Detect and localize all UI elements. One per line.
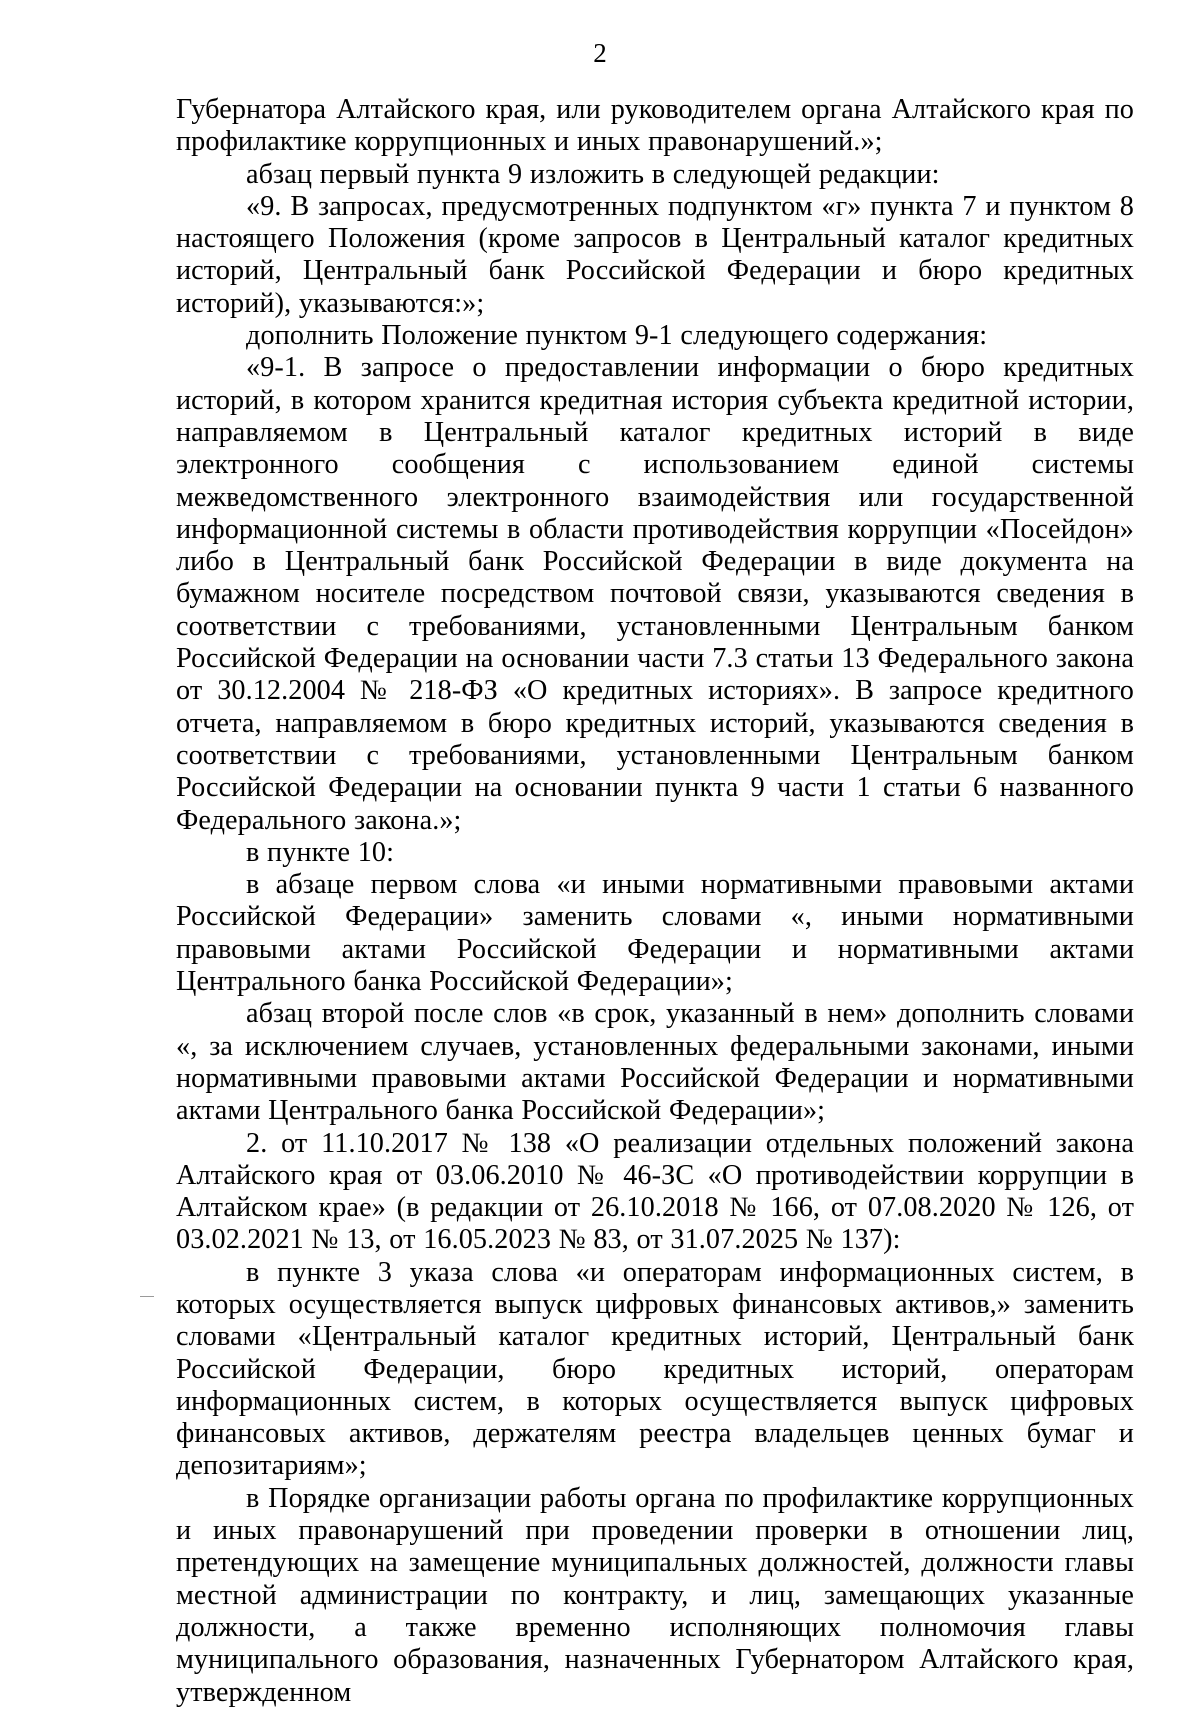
page-number: 2 bbox=[593, 38, 607, 68]
paragraph: «9. В запросах, предусмотренных подпунктом «г» пункта 7 и пунктом 8 настоящего Положения (кроме запросов в Центральный каталог кредитных историй, Центральный банк Российской Федерации и бюро кредитных историй), указываются:»; bbox=[176, 190, 1134, 319]
paragraph: в пункте 3 указа слова «и операторам информационных систем, в которых осуществляется выпуск цифровых финансовых активов,» заменить словами «Центральный каталог кредитных историй, Центральный банк Российской Федерации, бюро кредитных историй, операторам информационных систем, в которых осуществляется выпуск цифровых финансовых активов, держателям реестра владельцев ценных бумаг и депозитариям»; bbox=[176, 1256, 1134, 1482]
paragraph: «9-1. В запросе о предоставлении информации о бюро кредитных историй, в котором хранится кредитная история субъекта кредитной истории, направляемом в Центральный каталог кредитных историй в виде электронного сообщения с использованием единой системы межведомственного электронного взаимодействия или государственной информационной системы в области противодействия коррупции «Посейдон» либо в Центральный банк Российской Федерации в виде документа на бумажном носителе посредством почтовой связи, указываются сведения в соответствии с требованиями, установленными Центральным банком Российской Федерации на основании части 7.3 статьи 13 Федерального закона от 30.12.2004 № 218-ФЗ «О кредитных историях». В запросе кредитного отчета, направляемом в бюро кредитных историй, указываются сведения в соответствии с требованиями, установленными Центральным банком Российской Федерации на основании пункта 9 части 1 статьи 6 названного Федерального закона.»; bbox=[176, 352, 1134, 836]
paragraph: дополнить Положение пунктом 9-1 следующего содержания: bbox=[246, 320, 988, 352]
document-body bbox=[176, 94, 1134, 1709]
paragraph: 2. от 11.10.2017 № 138 «О реализации отдельных положений закона Алтайского края от 03.06.2010 № 46-ЗС «О противодействии коррупции в Алтайском крае» (в редакции от 26.10.2018 № 166, от 07.08.2020 № 126, от 03.02.2021 № 13, от 16.05.2023 № 83, от 31.07.2025 № 137): bbox=[176, 1127, 1134, 1256]
paragraph: абзац первый пункта 9 изложить в следующей редакции: bbox=[246, 158, 940, 190]
paragraph: в пункте 10: bbox=[246, 836, 395, 868]
paragraph: абзац второй после слов «в срок, указанный в нем» дополнить словами «, за исключением случаев, установленных федеральными законами, иными нормативными правовыми актами Российской Федерации и нормативными актами Центрального банка Российской Федерации»; bbox=[176, 998, 1134, 1127]
scan-margin-mark bbox=[140, 1296, 154, 1297]
paragraph: в абзаце первом слова «и иными нормативными правовыми актами Российской Федерации» заменить словами «, иными нормативными правовыми актами Российской Федерации и нормативными актами Центрального банка Российской Федерации»; bbox=[176, 869, 1134, 998]
paragraph: в Порядке организации работы органа по профилактике коррупционных и иных правонарушений при проведении проверки в отношении лиц, претендующих на замещение муниципальных должностей, должности главы местной администрации по контракту, и лиц, замещающих указанные должности, а также временно исполняющих полномочия главы муниципального образования, назначенных Губернатором Алтайского края, утвержденном bbox=[176, 1482, 1134, 1708]
paragraph-continuation: Губернатора Алтайского края, или руководителем органа Алтайского края по профилактике коррупционных и иных правонарушений.»; bbox=[176, 94, 1134, 158]
